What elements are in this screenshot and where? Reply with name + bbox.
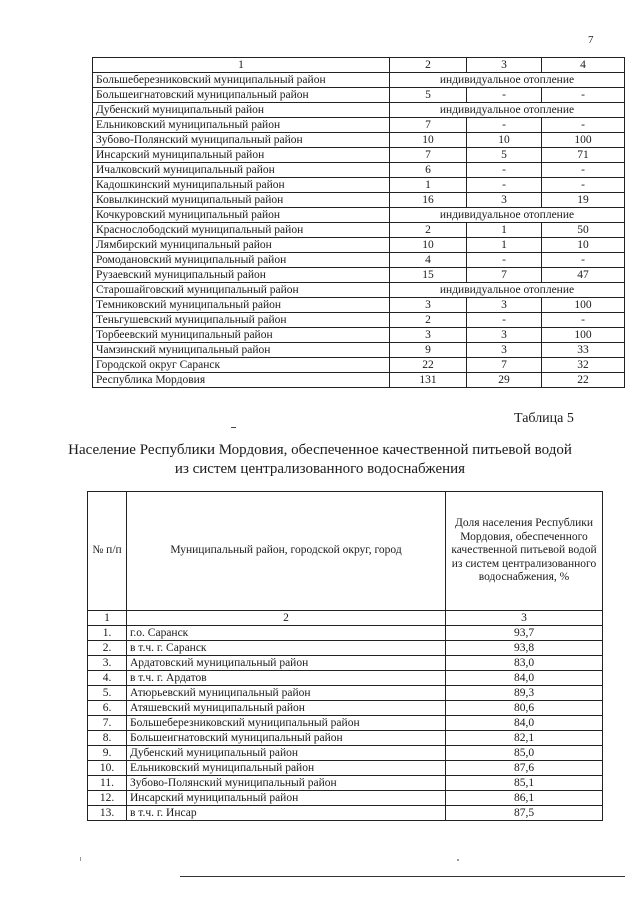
district-name: в т.ч. г. Инсар [127, 806, 446, 821]
table-row [93, 73, 625, 88]
header-cell: 4 [542, 58, 625, 73]
table-row [93, 88, 625, 103]
value-cell: - [467, 253, 542, 268]
district-name: Краснослободский муниципальный район [93, 223, 390, 238]
table-row [88, 671, 603, 686]
scan-mark [80, 857, 81, 861]
value-cell: 19 [542, 193, 625, 208]
table-row [93, 193, 625, 208]
district-name: Теньгушевский муниципальный район [93, 313, 390, 328]
table-row [93, 208, 625, 223]
value-cell: 10 [542, 238, 625, 253]
value-cell: 32 [542, 358, 625, 373]
district-name: Большеберезниковский муниципальный район [127, 716, 446, 731]
row-number: 11. [88, 776, 127, 791]
share-value: 89,3 [446, 686, 603, 701]
share-value: 80,6 [446, 701, 603, 716]
district-name: Ельниковский муниципальный район [93, 118, 390, 133]
table-row [93, 133, 625, 148]
value-cell: 1 [467, 238, 542, 253]
table-row [88, 641, 603, 656]
share-value: 85,0 [446, 746, 603, 761]
value-cell: 3 [390, 298, 467, 313]
table-row [93, 283, 625, 298]
share-value: 82,1 [446, 731, 603, 746]
table-row [88, 806, 603, 821]
share-value: 87,5 [446, 806, 603, 821]
row-number: 12. [88, 791, 127, 806]
value-cell: 1 [467, 223, 542, 238]
district-name: Атюрьевский муниципальный район [127, 686, 446, 701]
value-cell: - [542, 253, 625, 268]
district-name: в т.ч. г. Ардатов [127, 671, 446, 686]
value-cell: 4 [390, 253, 467, 268]
row-number: 5. [88, 686, 127, 701]
table-row [88, 626, 603, 641]
heating-note: индивидуальное отопление [390, 283, 625, 298]
table-row [93, 373, 625, 388]
header-cell: 3 [467, 58, 542, 73]
row-number: 1. [88, 626, 127, 641]
value-cell: 33 [542, 343, 625, 358]
table-title: Население Республики Мордовия, обеспеченное качественной питьевой водой из систем централизованного водоснабжения [68, 442, 572, 477]
row-number: 13. [88, 806, 127, 821]
row-number: 10. [88, 761, 127, 776]
district-name: Рузаевский муниципальный район [93, 268, 390, 283]
value-cell: - [542, 88, 625, 103]
value-cell: 1 [390, 178, 467, 193]
value-cell: 10 [390, 238, 467, 253]
share-value: 93,8 [446, 641, 603, 656]
district-name: Республика Мордовия [93, 373, 390, 388]
value-cell: 7 [467, 268, 542, 283]
table-row [88, 731, 603, 746]
table-row [88, 701, 603, 716]
table-row [88, 776, 603, 791]
row-number: 6. [88, 701, 127, 716]
heating-note: индивидуальное отопление [390, 73, 625, 88]
index-cell: 2 [127, 611, 446, 626]
district-name: Темниковский муниципальный район [93, 298, 390, 313]
value-cell: 131 [390, 373, 467, 388]
value-cell: 100 [542, 328, 625, 343]
table-row [93, 268, 625, 283]
header-cell: 2 [390, 58, 467, 73]
value-cell: 22 [542, 373, 625, 388]
district-name: Лямбирский муниципальный район [93, 238, 390, 253]
index-cell: 3 [446, 611, 603, 626]
district-name: Кочкуровский муниципальный район [93, 208, 390, 223]
share-value: 93,7 [446, 626, 603, 641]
heating-note: индивидуальное отопление [390, 103, 625, 118]
value-cell: 3 [467, 193, 542, 208]
value-cell: - [467, 163, 542, 178]
value-cell: - [467, 313, 542, 328]
table-row [88, 761, 603, 776]
district-name: в т.ч. г. Саранск [127, 641, 446, 656]
district-name: Старошайговский муниципальный район [93, 283, 390, 298]
value-cell: 100 [542, 133, 625, 148]
table-row [93, 118, 625, 133]
value-cell: 10 [467, 133, 542, 148]
district-name: Зубово-Полянский муниципальный район [93, 133, 390, 148]
value-cell: - [467, 178, 542, 193]
value-cell: - [542, 178, 625, 193]
share-value: 83,0 [446, 656, 603, 671]
value-cell: 7 [467, 358, 542, 373]
value-cell: 2 [390, 223, 467, 238]
scan-mark [231, 427, 236, 428]
row-number: 3. [88, 656, 127, 671]
value-cell: 15 [390, 268, 467, 283]
table-row [93, 358, 625, 373]
table-row [93, 148, 625, 163]
table-row [88, 716, 603, 731]
value-cell: 3 [467, 328, 542, 343]
value-cell: 29 [467, 373, 542, 388]
district-name: Ромодановский муниципальный район [93, 253, 390, 268]
district-name: Большеигнатовский муниципальный район [93, 88, 390, 103]
value-cell: 100 [542, 298, 625, 313]
heating-table [92, 57, 625, 388]
row-number: 2. [88, 641, 127, 656]
value-cell: 3 [467, 298, 542, 313]
district-name: Зубово-Полянский муниципальный район [127, 776, 446, 791]
value-cell: - [542, 313, 625, 328]
page-number: 7 [588, 34, 594, 46]
value-cell: 2 [390, 313, 467, 328]
table-row [93, 178, 625, 193]
district-name: Ичалковский муниципальный район [93, 163, 390, 178]
table-header-row [88, 492, 603, 611]
table-row [93, 313, 625, 328]
value-cell: 47 [542, 268, 625, 283]
table-row [88, 746, 603, 761]
index-cell: 1 [88, 611, 127, 626]
value-cell: 3 [390, 328, 467, 343]
district-name: Ардатовский муниципальный район [127, 656, 446, 671]
header-value: Доля населения Республики Мордовия, обеспеченного качественной питьевой водой из систем централизованного водоснабжения, % [446, 492, 603, 611]
value-cell: 22 [390, 358, 467, 373]
index-row [88, 611, 603, 626]
heating-note: индивидуальное отопление [390, 208, 625, 223]
table-row [88, 686, 603, 701]
district-name: Городской округ Саранск [93, 358, 390, 373]
district-name: Чамзинский муниципальный район [93, 343, 390, 358]
row-number: 8. [88, 731, 127, 746]
share-value: 85,1 [446, 776, 603, 791]
table-row [93, 163, 625, 178]
table-row [93, 223, 625, 238]
scan-mark [457, 859, 459, 861]
value-cell: 5 [467, 148, 542, 163]
district-name: Большеигнатовский муниципальный район [127, 731, 446, 746]
table-row [93, 343, 625, 358]
value-cell: - [467, 88, 542, 103]
value-cell: 7 [390, 118, 467, 133]
share-value: 87,6 [446, 761, 603, 776]
header-name: Муниципальный район, городской округ, город [127, 492, 446, 611]
table-row [93, 328, 625, 343]
header-number: № п/п [88, 492, 127, 611]
share-value: 86,1 [446, 791, 603, 806]
share-value: 84,0 [446, 716, 603, 731]
value-cell: - [542, 118, 625, 133]
table-row [88, 656, 603, 671]
district-name: Дубенский муниципальный район [127, 746, 446, 761]
table-row [93, 253, 625, 268]
value-cell: - [542, 163, 625, 178]
value-cell: 7 [390, 148, 467, 163]
value-cell: 50 [542, 223, 625, 238]
row-number: 4. [88, 671, 127, 686]
footer-line [180, 876, 625, 877]
value-cell: - [467, 118, 542, 133]
value-cell: 6 [390, 163, 467, 178]
value-cell: 71 [542, 148, 625, 163]
value-cell: 5 [390, 88, 467, 103]
value-cell: 10 [390, 133, 467, 148]
district-name: Кадошкинский муниципальный район [93, 178, 390, 193]
table-row [93, 238, 625, 253]
water-supply-table [87, 491, 603, 821]
value-cell: 3 [467, 343, 542, 358]
header-cell: 1 [93, 58, 390, 73]
table-header-row [93, 58, 625, 73]
value-cell: 16 [390, 193, 467, 208]
district-name: Инсарский муниципальный район [93, 148, 390, 163]
row-number: 7. [88, 716, 127, 731]
table-row [93, 298, 625, 313]
district-name: г.о. Саранск [127, 626, 446, 641]
table-row [93, 103, 625, 118]
district-name: Ельниковский муниципальный район [127, 761, 446, 776]
row-number: 9. [88, 746, 127, 761]
district-name: Дубенский муниципальный район [93, 103, 390, 118]
share-value: 84,0 [446, 671, 603, 686]
district-name: Инсарский муниципальный район [127, 791, 446, 806]
table-row [88, 791, 603, 806]
value-cell: 9 [390, 343, 467, 358]
district-name: Ковылкинский муниципальный район [93, 193, 390, 208]
district-name: Торбеевский муниципальный район [93, 328, 390, 343]
district-name: Атяшевский муниципальный район [127, 701, 446, 716]
table-label: Таблица 5 [514, 411, 574, 426]
district-name: Большеберезниковский муниципальный район [93, 73, 390, 88]
